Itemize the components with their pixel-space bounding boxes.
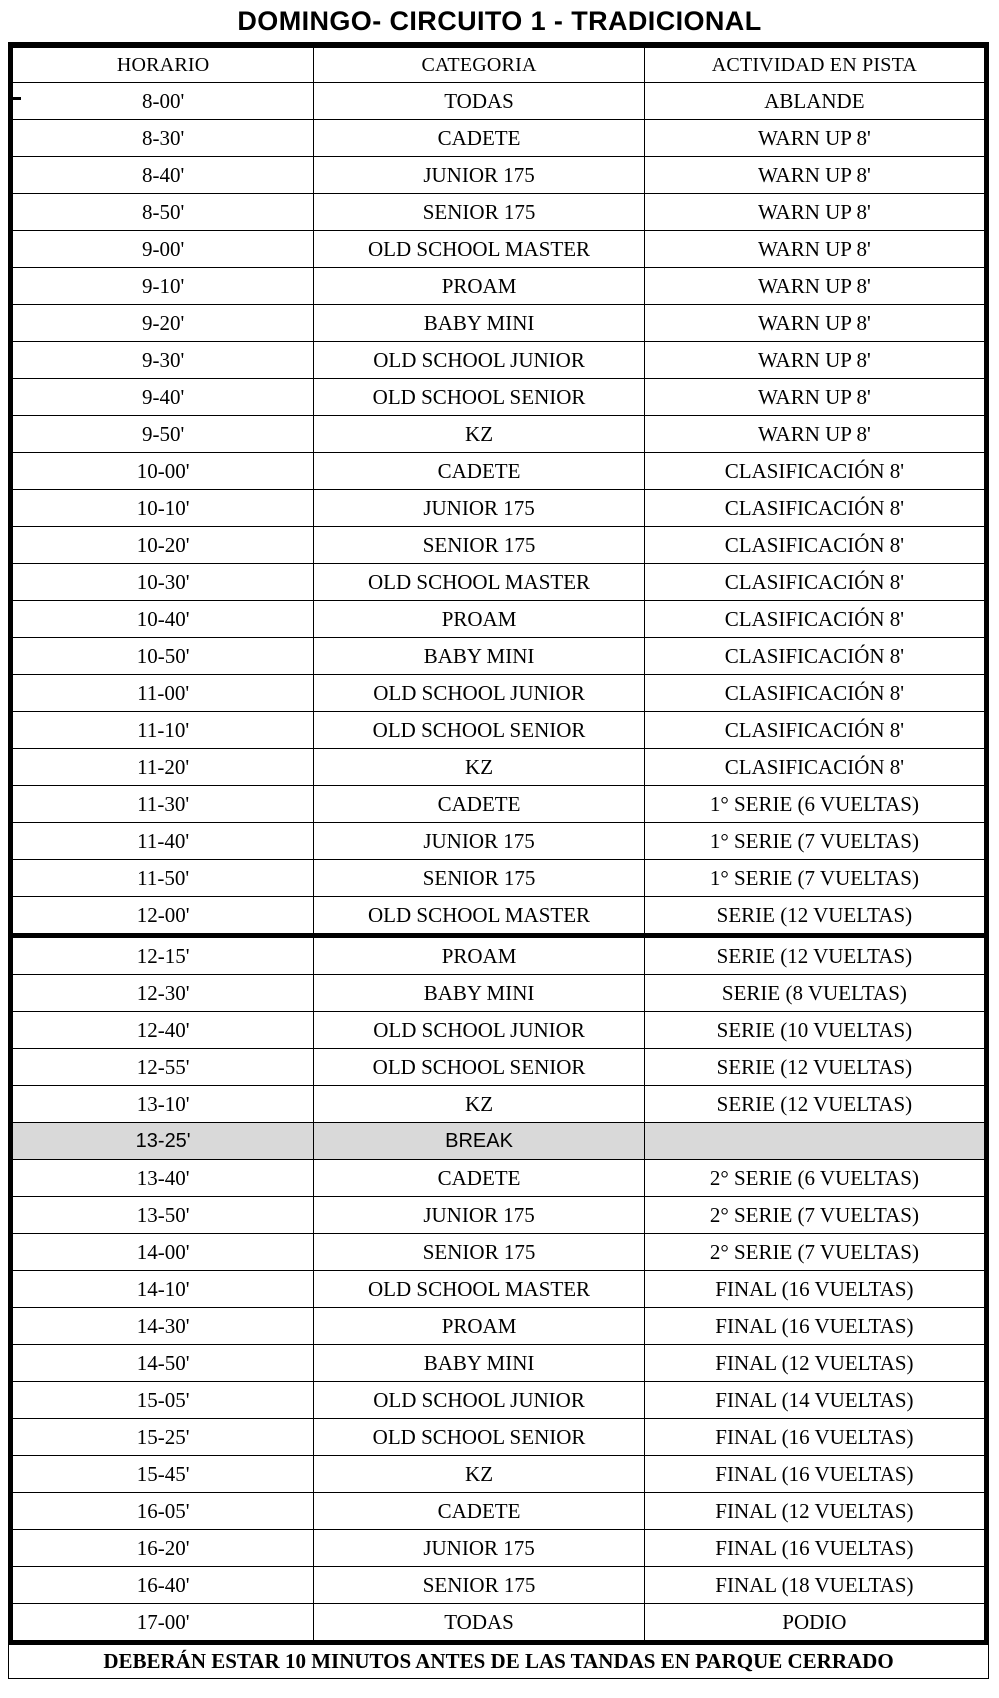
cell-actividad: CLASIFICACIÓN 8': [644, 675, 984, 712]
cell-horario: 13-25': [13, 1123, 314, 1160]
table-row: [13, 342, 985, 379]
cell-categoria: OLD SCHOOL JUNIOR: [314, 1382, 644, 1419]
table-row: [13, 490, 985, 527]
cell-horario: 14-50': [13, 1345, 314, 1382]
cell-categoria: KZ: [314, 1086, 644, 1123]
table-row: [13, 83, 985, 120]
table-row: [13, 1308, 985, 1345]
table-row: [13, 1493, 985, 1530]
table-row: [13, 1604, 985, 1641]
table-row: [13, 1382, 985, 1419]
cell-actividad: FINAL (12 VUELTAS): [644, 1345, 984, 1382]
cell-actividad: 1° SERIE (6 VUELTAS): [644, 786, 984, 823]
cell-actividad: CLASIFICACIÓN 8': [644, 453, 984, 490]
column-header: CATEGORIA: [314, 48, 644, 83]
cell-horario: 13-10': [13, 1086, 314, 1123]
cell-actividad: CLASIFICACIÓN 8': [644, 527, 984, 564]
cell-horario: 9-00': [13, 231, 314, 268]
cell-actividad: SERIE (12 VUELTAS): [644, 936, 984, 975]
cell-actividad: 1° SERIE (7 VUELTAS): [644, 823, 984, 860]
cell-categoria: OLD SCHOOL SENIOR: [314, 379, 644, 416]
cell-categoria: OLD SCHOOL MASTER: [314, 1271, 644, 1308]
table-row: [13, 638, 985, 675]
cell-actividad: FINAL (12 VUELTAS): [644, 1493, 984, 1530]
table-row: [13, 975, 985, 1012]
cell-actividad: FINAL (14 VUELTAS): [644, 1382, 984, 1419]
cell-categoria: OLD SCHOOL SENIOR: [314, 1419, 644, 1456]
table-row: [13, 453, 985, 490]
cell-categoria: JUNIOR 175: [314, 157, 644, 194]
cell-categoria: CADETE: [314, 453, 644, 490]
table-row: [13, 1086, 985, 1123]
table-row: [13, 157, 985, 194]
table-row: [13, 120, 985, 157]
cell-categoria: PROAM: [314, 601, 644, 638]
cell-categoria: JUNIOR 175: [314, 823, 644, 860]
cell-horario: 14-00': [13, 1234, 314, 1271]
column-header: HORARIO: [13, 48, 314, 83]
cell-categoria: KZ: [314, 749, 644, 786]
cell-categoria: JUNIOR 175: [314, 490, 644, 527]
cell-categoria: PROAM: [314, 268, 644, 305]
cell-horario: 14-30': [13, 1308, 314, 1345]
cell-categoria: BABY MINI: [314, 1345, 644, 1382]
cell-actividad: ABLANDE: [644, 83, 984, 120]
cell-actividad: WARN UP 8': [644, 157, 984, 194]
cell-actividad: CLASIFICACIÓN 8': [644, 490, 984, 527]
cell-horario: 10-30': [13, 564, 314, 601]
cell-actividad: WARN UP 8': [644, 120, 984, 157]
cell-actividad: FINAL (16 VUELTAS): [644, 1456, 984, 1493]
cell-horario: 8-40': [13, 157, 314, 194]
table-row: [13, 936, 985, 975]
table-row: [13, 1456, 985, 1493]
table-header-row: [13, 48, 985, 83]
cell-categoria: OLD SCHOOL JUNIOR: [314, 675, 644, 712]
table-row: [13, 1234, 985, 1271]
table-row: [13, 416, 985, 453]
cell-horario: 8-00': [13, 83, 314, 120]
cell-categoria: CADETE: [314, 1493, 644, 1530]
table-row: [13, 1012, 985, 1049]
table-row: [13, 1123, 985, 1160]
cell-categoria: BABY MINI: [314, 975, 644, 1012]
table-row: [13, 194, 985, 231]
table-row: [13, 860, 985, 897]
table-row: [13, 305, 985, 342]
cell-actividad: SERIE (12 VUELTAS): [644, 1086, 984, 1123]
cell-horario: 8-30': [13, 120, 314, 157]
cell-actividad: WARN UP 8': [644, 305, 984, 342]
column-header: ACTIVIDAD EN PISTA: [644, 48, 984, 83]
cell-actividad: PODIO: [644, 1604, 984, 1641]
cell-categoria: KZ: [314, 416, 644, 453]
cell-horario: 10-50': [13, 638, 314, 675]
cell-horario: 15-25': [13, 1419, 314, 1456]
cell-horario: 12-55': [13, 1049, 314, 1086]
cell-horario: 9-20': [13, 305, 314, 342]
cell-horario: 9-40': [13, 379, 314, 416]
table-row: [13, 1567, 985, 1604]
cell-categoria: OLD SCHOOL MASTER: [314, 564, 644, 601]
cell-horario: 9-30': [13, 342, 314, 379]
cell-categoria: PROAM: [314, 936, 644, 975]
cell-actividad: [644, 1123, 984, 1160]
table-row: [13, 675, 985, 712]
cell-categoria: CADETE: [314, 786, 644, 823]
cell-actividad: WARN UP 8': [644, 231, 984, 268]
table-row: [13, 823, 985, 860]
cell-horario: 10-40': [13, 601, 314, 638]
cell-actividad: 2° SERIE (6 VUELTAS): [644, 1160, 984, 1197]
cell-categoria: SENIOR 175: [314, 1567, 644, 1604]
table-row: [13, 1271, 985, 1308]
table-row: [13, 1345, 985, 1382]
cell-categoria: SENIOR 175: [314, 860, 644, 897]
cell-actividad: FINAL (16 VUELTAS): [644, 1419, 984, 1456]
table-row: [13, 897, 985, 936]
footer-note: DEBERÁN ESTAR 10 MINUTOS ANTES DE LAS TANDAS EN PARQUE CERRADO: [8, 1645, 989, 1679]
cell-actividad: FINAL (16 VUELTAS): [644, 1530, 984, 1567]
cell-horario: 12-40': [13, 1012, 314, 1049]
cell-actividad: 1° SERIE (7 VUELTAS): [644, 860, 984, 897]
cell-categoria: SENIOR 175: [314, 527, 644, 564]
cell-actividad: SERIE (8 VUELTAS): [644, 975, 984, 1012]
cell-categoria: OLD SCHOOL JUNIOR: [314, 1012, 644, 1049]
cell-actividad: 2° SERIE (7 VUELTAS): [644, 1197, 984, 1234]
cell-categoria: OLD SCHOOL JUNIOR: [314, 342, 644, 379]
cell-categoria: OLD SCHOOL MASTER: [314, 231, 644, 268]
cell-horario: 17-00': [13, 1604, 314, 1641]
cell-categoria: JUNIOR 175: [314, 1530, 644, 1567]
cell-horario: 10-10': [13, 490, 314, 527]
cell-horario: 11-00': [13, 675, 314, 712]
table-row: [13, 527, 985, 564]
cell-horario: 15-45': [13, 1456, 314, 1493]
cell-horario: 16-20': [13, 1530, 314, 1567]
cell-categoria: BABY MINI: [314, 638, 644, 675]
cell-horario: 16-40': [13, 1567, 314, 1604]
cell-horario: 14-10': [13, 1271, 314, 1308]
cell-actividad: CLASIFICACIÓN 8': [644, 638, 984, 675]
table-row: [13, 1530, 985, 1567]
cell-categoria: OLD SCHOOL SENIOR: [314, 1049, 644, 1086]
cell-categoria: SENIOR 175: [314, 1234, 644, 1271]
cell-horario: 11-10': [13, 712, 314, 749]
cell-horario: 11-20': [13, 749, 314, 786]
cell-actividad: FINAL (16 VUELTAS): [644, 1308, 984, 1345]
table-row: [13, 1160, 985, 1197]
cell-horario: 11-40': [13, 823, 314, 860]
cell-horario: 16-05': [13, 1493, 314, 1530]
table-row: [13, 712, 985, 749]
cell-horario: 10-20': [13, 527, 314, 564]
cell-horario: 9-10': [13, 268, 314, 305]
cell-actividad: FINAL (18 VUELTAS): [644, 1567, 984, 1604]
table-row: [13, 268, 985, 305]
cell-actividad: CLASIFICACIÓN 8': [644, 712, 984, 749]
cell-actividad: CLASIFICACIÓN 8': [644, 749, 984, 786]
table-row: [13, 786, 985, 823]
cell-horario: 15-05': [13, 1382, 314, 1419]
table-row: [13, 1197, 985, 1234]
cell-categoria: BABY MINI: [314, 305, 644, 342]
cell-categoria: TODAS: [314, 1604, 644, 1641]
cell-horario: 8-50': [13, 194, 314, 231]
cell-categoria: OLD SCHOOL SENIOR: [314, 712, 644, 749]
page-title: DOMINGO- CIRCUITO 1 - TRADICIONAL: [237, 6, 762, 36]
cell-categoria: JUNIOR 175: [314, 1197, 644, 1234]
cell-categoria: TODAS: [314, 83, 644, 120]
cell-actividad: WARN UP 8': [644, 342, 984, 379]
scan-artifact-mark: [12, 97, 21, 100]
table-row: [13, 379, 985, 416]
cell-horario: 13-50': [13, 1197, 314, 1234]
cell-actividad: WARN UP 8': [644, 194, 984, 231]
cell-actividad: CLASIFICACIÓN 8': [644, 601, 984, 638]
cell-horario: 12-00': [13, 897, 314, 936]
cell-categoria: OLD SCHOOL MASTER: [314, 897, 644, 936]
cell-actividad: WARN UP 8': [644, 379, 984, 416]
cell-horario: 11-50': [13, 860, 314, 897]
cell-actividad: 2° SERIE (7 VUELTAS): [644, 1234, 984, 1271]
cell-actividad: CLASIFICACIÓN 8': [644, 564, 984, 601]
cell-horario: 13-40': [13, 1160, 314, 1197]
schedule-table-container: [8, 42, 989, 1645]
cell-categoria: CADETE: [314, 1160, 644, 1197]
cell-categoria: CADETE: [314, 120, 644, 157]
schedule-table: [12, 47, 985, 1641]
cell-actividad: SERIE (12 VUELTAS): [644, 1049, 984, 1086]
cell-horario: 12-30': [13, 975, 314, 1012]
cell-actividad: FINAL (16 VUELTAS): [644, 1271, 984, 1308]
table-row: [13, 231, 985, 268]
cell-horario: 11-30': [13, 786, 314, 823]
cell-actividad: SERIE (10 VUELTAS): [644, 1012, 984, 1049]
table-row: [13, 564, 985, 601]
cell-horario: 12-15': [13, 936, 314, 975]
cell-categoria: BREAK: [314, 1123, 644, 1160]
cell-actividad: SERIE (12 VUELTAS): [644, 897, 984, 936]
table-row: [13, 601, 985, 638]
table-row: [13, 1419, 985, 1456]
cell-categoria: KZ: [314, 1456, 644, 1493]
table-row: [13, 1049, 985, 1086]
cell-actividad: WARN UP 8': [644, 268, 984, 305]
cell-horario: 9-50': [13, 416, 314, 453]
cell-horario: 10-00': [13, 453, 314, 490]
cell-categoria: PROAM: [314, 1308, 644, 1345]
cell-actividad: WARN UP 8': [644, 416, 984, 453]
cell-categoria: SENIOR 175: [314, 194, 644, 231]
table-row: [13, 749, 985, 786]
